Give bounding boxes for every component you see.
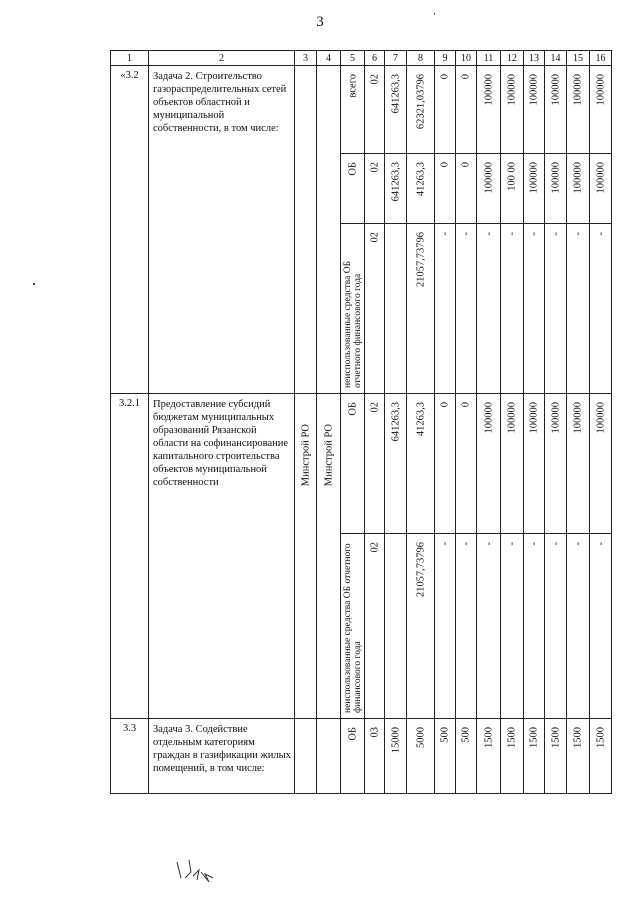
value-c15: - bbox=[572, 542, 584, 546]
value-c12: 100000 bbox=[506, 402, 518, 434]
value-c14-cell bbox=[545, 224, 567, 394]
value-c7: 641263,3 bbox=[390, 74, 401, 114]
header-cell: 13 bbox=[524, 51, 545, 66]
header-cell: 14 bbox=[545, 51, 567, 66]
value-c12: 100 00 bbox=[506, 162, 518, 191]
header-cell: 8 bbox=[407, 51, 435, 66]
funding-source: ОБ bbox=[347, 402, 358, 416]
executor-cell bbox=[295, 66, 317, 394]
value-c8: 62321,03796 bbox=[415, 74, 426, 130]
value-c8: 21057,73796 bbox=[415, 232, 426, 288]
value-c12: 1500 bbox=[506, 727, 518, 748]
code-cell bbox=[365, 224, 385, 394]
header-cell: 12 bbox=[501, 51, 524, 66]
funding-source: ОБ bbox=[347, 727, 358, 741]
code-cell bbox=[365, 394, 385, 534]
value-c12-cell bbox=[501, 534, 524, 719]
value-c11-cell bbox=[477, 66, 501, 154]
header-cell: 1 bbox=[111, 51, 149, 66]
code-cell bbox=[365, 154, 385, 224]
value-c9: - bbox=[439, 232, 451, 236]
program-table bbox=[110, 50, 612, 794]
value-c12-cell bbox=[501, 224, 524, 394]
value-c16: 100000 bbox=[595, 162, 606, 194]
executor-cell bbox=[295, 719, 317, 794]
value-c11: 100000 bbox=[483, 162, 494, 194]
funding-source: неиспользованные средства ОБ отчетного финансового года bbox=[342, 260, 363, 388]
header-cell: 15 bbox=[567, 51, 590, 66]
value-c15: 100000 bbox=[572, 162, 584, 194]
header-cell: 16 bbox=[590, 51, 612, 66]
value-c10: 500 bbox=[460, 727, 472, 743]
value-c8: 41263,3 bbox=[415, 402, 426, 437]
value-c15: - bbox=[572, 232, 584, 236]
value-c16: - bbox=[595, 232, 606, 236]
value-c16: 1500 bbox=[595, 727, 606, 748]
value-c14-cell bbox=[545, 534, 567, 719]
funding-source-cell bbox=[341, 719, 365, 794]
executor-cell bbox=[295, 394, 317, 719]
row-number: «3.2 bbox=[111, 66, 149, 394]
row-title: Предоставление субсидий бюджетам муниципальных образований Рязанской области на софинансирование капитального строительства объектов муниципальной собственности bbox=[149, 394, 295, 719]
value-c13: 100000 bbox=[528, 162, 540, 194]
value-c7-cell bbox=[385, 66, 407, 154]
header-cell: 4 bbox=[317, 51, 341, 66]
value-c11-cell bbox=[477, 394, 501, 534]
header-cell: 6 bbox=[365, 51, 385, 66]
value-c14-cell bbox=[545, 154, 567, 224]
value-c9-cell bbox=[435, 394, 456, 534]
participant-cell bbox=[317, 394, 341, 719]
value-c9-cell bbox=[435, 719, 456, 794]
code: 02 bbox=[369, 232, 380, 243]
row-title: Задача 2. Строительство газораспределительных сетей объектов областной и муниципальной собственности, в том числе: bbox=[149, 66, 295, 394]
value-c7-cell bbox=[385, 719, 407, 794]
value-c10-cell bbox=[456, 534, 477, 719]
value-c11: 100000 bbox=[483, 74, 494, 106]
funding-source-cell bbox=[341, 154, 365, 224]
value-c9-cell bbox=[435, 224, 456, 394]
value-c13-cell bbox=[524, 394, 545, 534]
code-cell bbox=[365, 66, 385, 154]
value-c12: 100000 bbox=[506, 74, 518, 106]
value-c7: 641263,3 bbox=[390, 402, 401, 442]
value-c11: - bbox=[483, 542, 494, 546]
value-c14: - bbox=[550, 542, 561, 546]
funding-source-cell bbox=[341, 224, 365, 394]
header-cell: 2 bbox=[149, 51, 295, 66]
value-c16-cell bbox=[590, 66, 612, 154]
funding-source: неиспользованные средства ОБ отчетного финансового года bbox=[342, 543, 363, 713]
value-c13-cell bbox=[524, 66, 545, 154]
header-cell: 5 bbox=[341, 51, 365, 66]
code: 03 bbox=[369, 727, 380, 738]
value-c13-cell bbox=[524, 224, 545, 394]
value-c14: 100000 bbox=[550, 74, 561, 106]
value-c13: - bbox=[528, 232, 540, 236]
header-cell: 10 bbox=[456, 51, 477, 66]
page-number: 3 bbox=[316, 14, 324, 30]
value-c14-cell bbox=[545, 66, 567, 154]
value-c13: 100000 bbox=[528, 402, 540, 434]
value-c7-cell bbox=[385, 154, 407, 224]
value-c9-cell bbox=[435, 66, 456, 154]
value-c8-cell bbox=[407, 534, 435, 719]
value-c7-cell bbox=[385, 534, 407, 719]
scan-dot bbox=[33, 283, 35, 285]
row-title: Задача 3. Содействие отдельным категориям граждан в газификации жилых помещений, в том числе: bbox=[149, 719, 295, 794]
value-c15-cell bbox=[567, 394, 590, 534]
value-c8-cell bbox=[407, 154, 435, 224]
code: 02 bbox=[369, 402, 380, 413]
value-c8: 5000 bbox=[415, 727, 426, 748]
value-c13: - bbox=[528, 542, 540, 546]
value-c12: - bbox=[506, 232, 518, 236]
code-cell bbox=[365, 534, 385, 719]
value-c14: - bbox=[550, 232, 561, 236]
value-c11-cell bbox=[477, 224, 501, 394]
row-number: 3.3 bbox=[111, 719, 149, 794]
table-row bbox=[111, 66, 612, 154]
value-c12-cell bbox=[501, 719, 524, 794]
signature-mark bbox=[175, 858, 225, 888]
value-c12-cell bbox=[501, 66, 524, 154]
value-c10-cell bbox=[456, 394, 477, 534]
funding-source-cell bbox=[341, 394, 365, 534]
value-c14: 1500 bbox=[550, 727, 561, 748]
value-c11-cell bbox=[477, 534, 501, 719]
value-c14: 100000 bbox=[550, 162, 561, 194]
value-c7: 15000 bbox=[390, 727, 401, 754]
value-c14-cell bbox=[545, 719, 567, 794]
value-c16-cell bbox=[590, 224, 612, 394]
value-c15-cell bbox=[567, 66, 590, 154]
value-c11: - bbox=[483, 232, 494, 236]
value-c10: 0 bbox=[460, 162, 472, 168]
funding-source: ОБ bbox=[347, 162, 358, 176]
value-c11: 1500 bbox=[483, 727, 494, 748]
value-c12-cell bbox=[501, 394, 524, 534]
value-c8: 41263,3 bbox=[415, 162, 426, 197]
value-c16-cell bbox=[590, 154, 612, 224]
funding-source-cell bbox=[341, 66, 365, 154]
value-c8: 21057,73796 bbox=[415, 542, 426, 598]
value-c10-cell bbox=[456, 224, 477, 394]
funding-source-cell bbox=[341, 534, 365, 719]
value-c10: 0 bbox=[460, 402, 472, 408]
value-c7-cell bbox=[385, 394, 407, 534]
executor-label: Минстрой РО bbox=[300, 424, 311, 487]
value-c15-cell bbox=[567, 224, 590, 394]
value-c13-cell bbox=[524, 154, 545, 224]
header-cell: 7 bbox=[385, 51, 407, 66]
value-c8-cell bbox=[407, 224, 435, 394]
code: 02 bbox=[369, 542, 380, 553]
scan-mark bbox=[434, 13, 435, 15]
value-c7: 641263,3 bbox=[390, 162, 401, 202]
code: 02 bbox=[369, 162, 380, 173]
value-c11-cell bbox=[477, 719, 501, 794]
value-c15: 100000 bbox=[572, 402, 584, 434]
value-c16: - bbox=[595, 542, 606, 546]
code-cell bbox=[365, 719, 385, 794]
value-c9: - bbox=[439, 542, 451, 546]
value-c13-cell bbox=[524, 719, 545, 794]
value-c11: 100000 bbox=[483, 402, 494, 434]
value-c12-cell bbox=[501, 154, 524, 224]
value-c8-cell bbox=[407, 66, 435, 154]
value-c16: 100000 bbox=[595, 402, 606, 434]
table-row bbox=[111, 394, 612, 534]
value-c9-cell bbox=[435, 154, 456, 224]
value-c9: 500 bbox=[439, 727, 451, 743]
value-c15-cell bbox=[567, 154, 590, 224]
value-c10-cell bbox=[456, 719, 477, 794]
table-row bbox=[111, 719, 612, 794]
row-number: 3.2.1 bbox=[111, 394, 149, 719]
value-c8-cell bbox=[407, 719, 435, 794]
value-c10-cell bbox=[456, 66, 477, 154]
value-c9: 0 bbox=[439, 74, 451, 80]
value-c9: 0 bbox=[439, 402, 451, 408]
value-c10: 0 bbox=[460, 74, 472, 80]
value-c12: - bbox=[506, 542, 518, 546]
code: 02 bbox=[369, 74, 380, 85]
value-c15-cell bbox=[567, 719, 590, 794]
value-c14-cell bbox=[545, 394, 567, 534]
header-cell: 3 bbox=[295, 51, 317, 66]
value-c10: - bbox=[460, 232, 472, 236]
funding-source: всего bbox=[347, 74, 358, 98]
value-c10-cell bbox=[456, 154, 477, 224]
value-c10: - bbox=[460, 542, 472, 546]
value-c16-cell bbox=[590, 719, 612, 794]
value-c7-cell bbox=[385, 224, 407, 394]
value-c15: 1500 bbox=[572, 727, 584, 748]
value-c9-cell bbox=[435, 534, 456, 719]
value-c11-cell bbox=[477, 154, 501, 224]
value-c13: 1500 bbox=[528, 727, 540, 748]
value-c13-cell bbox=[524, 534, 545, 719]
value-c15-cell bbox=[567, 534, 590, 719]
value-c9: 0 bbox=[439, 162, 451, 168]
participant-cell bbox=[317, 66, 341, 394]
value-c16-cell bbox=[590, 394, 612, 534]
header-cell: 11 bbox=[477, 51, 501, 66]
participant-label: Минстрой РО bbox=[323, 424, 334, 487]
value-c16: 100000 bbox=[595, 74, 606, 106]
value-c14: 100000 bbox=[550, 402, 561, 434]
header-row bbox=[111, 51, 612, 66]
value-c15: 100000 bbox=[572, 74, 584, 106]
header-cell: 9 bbox=[435, 51, 456, 66]
value-c8-cell bbox=[407, 394, 435, 534]
value-c16-cell bbox=[590, 534, 612, 719]
participant-cell bbox=[317, 719, 341, 794]
value-c13: 100000 bbox=[528, 74, 540, 106]
